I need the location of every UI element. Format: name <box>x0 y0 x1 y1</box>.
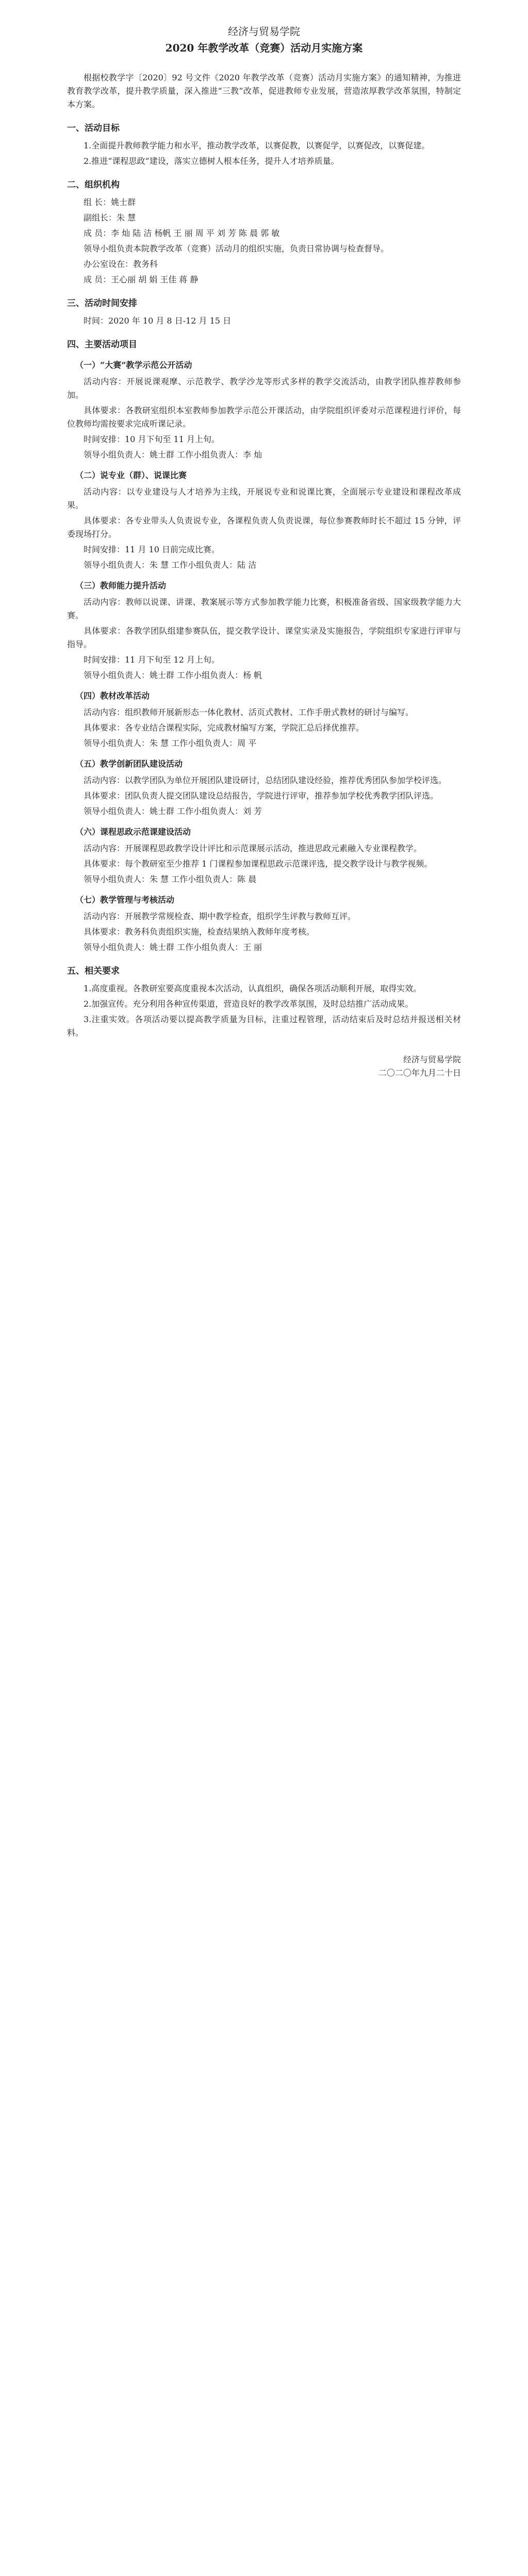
paragraph: 3.注重实效。各项活动要以提高教学质量为目标，注重过程管理，活动结束后及时总结并报送相关材料。 <box>67 1014 461 1038</box>
paragraph: 领导小组负责人：姚士群 工作小组负责人：王 丽 <box>84 942 262 952</box>
paragraph: 活动内容：开展说课观摩、示范教学、教学沙龙等形式多样的教学交流活动，由教学团队推荐教师参加。 <box>67 377 461 400</box>
paragraph: 具体要求：每个教研室至少推荐 1 门课程参加课程思政示范课评选，提交教学设计与教学视频。 <box>84 859 433 869</box>
subsection-heading: （六）课程思政示范课建设活动 <box>75 827 191 837</box>
subsection-heading: （七）教学管理与考核活动 <box>75 895 175 905</box>
paragraph: 活动内容：以专业建设与人才培养为主线，开展说专业和说课比赛，全面展示专业建设和课程改革成果。 <box>67 487 461 510</box>
paragraph: 具体要求：团队负责人提交团队建设总结报告，学院进行评审，推荐参加学校优秀教学团队评选。 <box>84 791 439 801</box>
paragraph: 领导小组负责人：姚士群 工作小组负责人：刘 芳 <box>84 806 262 816</box>
paragraph: 领导小组负责人：朱 慧 工作小组负责人：周 平 <box>84 738 257 748</box>
document-title: 2020 年教学改革（竞赛）活动月实施方案 <box>165 42 363 54</box>
office-staff-line: 成 员：王心丽 胡 娟 王佳 蒋 静 <box>84 275 199 284</box>
paragraph: 2.加强宣传。充分利用各种宣传渠道，营造良好的教学改革氛围，及时总结推广活动成果。 <box>84 999 414 1009</box>
paragraph: 1.高度重视。各教研室要高度重视本次活动，认真组织，确保各项活动顺利开展，取得实效。 <box>84 984 422 993</box>
paragraph: 活动内容：教师以说课、讲课、教案展示等方式参加教学能力比赛，积极准备省级、国家级教学能力大赛。 <box>67 597 461 620</box>
paragraph: 活动内容：开展课程思政教学设计评比和示范课展示活动，推进思政元素融入专业课程教学。 <box>84 843 422 853</box>
paragraph: 领导小组负责人：朱 慧 工作小组负责人：陈 晨 <box>84 874 257 884</box>
signature-org: 经济与贸易学院 <box>403 1055 461 1064</box>
paragraph: 2.推进“课程思政”建设，落实立德树人根本任务，提升人才培养质量。 <box>84 156 339 166</box>
section-heading: 二、组织机构 <box>67 180 120 190</box>
paragraph: 时间安排：10 月下旬至 11 月上旬。 <box>84 434 220 444</box>
paragraph: 活动内容：以教学团队为单位开展团队建设研讨，总结团队建设经验，推荐优秀团队参加学校评选。 <box>84 775 447 785</box>
signature-date: 二〇二〇年九月二十日 <box>378 1068 461 1078</box>
paragraph: 领导小组负责人：姚士群 工作小组负责人：李 灿 <box>84 450 262 460</box>
members-line: 成 员：李 灿 陆 洁 杨帆 王 丽 周 平 刘 芳 陈 晨 郭 敏 <box>84 228 280 238</box>
paragraph: 活动内容：开展教学常规检查、期中教学检查，组织学生评教与教师互评。 <box>84 911 356 921</box>
section-heading: 五、相关要求 <box>67 966 120 976</box>
paragraph: 领导小组负责本院教学改革（竞赛）活动月的组织实施，负责日常协调与检查督导。 <box>84 244 389 253</box>
paragraph: 具体要求：各教学团队组建参赛队伍，提交教学设计、课堂实录及实施报告，学院组织专家进行评审与指导。 <box>67 626 461 649</box>
subsection-heading: （一）“大赛”教学示范公开活动 <box>75 360 192 370</box>
subsection-heading: （三）教师能力提升活动 <box>75 581 167 590</box>
paragraph: 时间安排：11 月下旬至 12 月上旬。 <box>84 655 220 665</box>
document-body <box>67 71 461 1080</box>
paragraph: 具体要求：教务科负责组织实施，检查结果纳入教师年度考核。 <box>84 927 315 937</box>
office-line: 办公室设在：教务科 <box>84 259 158 269</box>
paragraph: 时间：2020 年 10 月 8 日-12 月 15 日 <box>84 316 232 326</box>
paragraph: 活动内容：组织教师开展新形态一体化教材、活页式教材、工作手册式教材的研讨与编写。 <box>84 707 414 717</box>
section-heading: 三、活动时间安排 <box>67 298 137 309</box>
intro-paragraph: 根据校教学字〔2020〕92 号文件《2020 年教学改革（竞赛）活动月实施方案》的通知精神，为推进教育教学改革，提升教学质量，深入推进“三教”改革，促进教师专业发展，营造浓厚教学改革氛围，特制定本方案。 <box>67 73 461 109</box>
paragraph: 具体要求：各专业带头人负责说专业，各课程负责人负责说课，每位参赛教师时长不超过 15 分钟，评委现场打分。 <box>67 516 461 539</box>
subsection-heading: （四）教材改革活动 <box>75 691 150 701</box>
subsection-heading: （五）教学创新团队建设活动 <box>75 759 183 769</box>
signature-block <box>67 1053 461 1080</box>
section-heading: 四、主要活动项目 <box>67 340 137 350</box>
leader-line: 组 长：姚士群 <box>84 197 136 207</box>
paragraph: 时间安排：11 月 10 日前完成比赛。 <box>84 545 220 554</box>
deputy-line: 副组长：朱 慧 <box>84 213 136 223</box>
paragraph: 具体要求：各教研室组织本室教师参加教学示范公开课活动，由学院组织评委对示范课程进行评价，每位教师均需按要求完成听课记录。 <box>67 405 461 429</box>
paragraph: 1.全面提升教师教学能力和水平，推动教学改革，以赛促教，以赛促学，以赛促改，以赛促建。 <box>84 141 430 150</box>
subsection-heading: （二）说专业（群）、说课比赛 <box>75 470 187 480</box>
paragraph: 具体要求：各专业结合课程实际，完成教材编写方案，学院汇总后择优推荐。 <box>84 723 365 733</box>
school-name: 经济与贸易学院 <box>228 25 300 38</box>
paragraph: 领导小组负责人：朱 慧 工作小组负责人：陆 洁 <box>84 560 257 570</box>
paragraph: 领导小组负责人：姚士群 工作小组负责人：杨 帆 <box>84 670 262 680</box>
section-heading: 一、活动目标 <box>67 123 120 133</box>
